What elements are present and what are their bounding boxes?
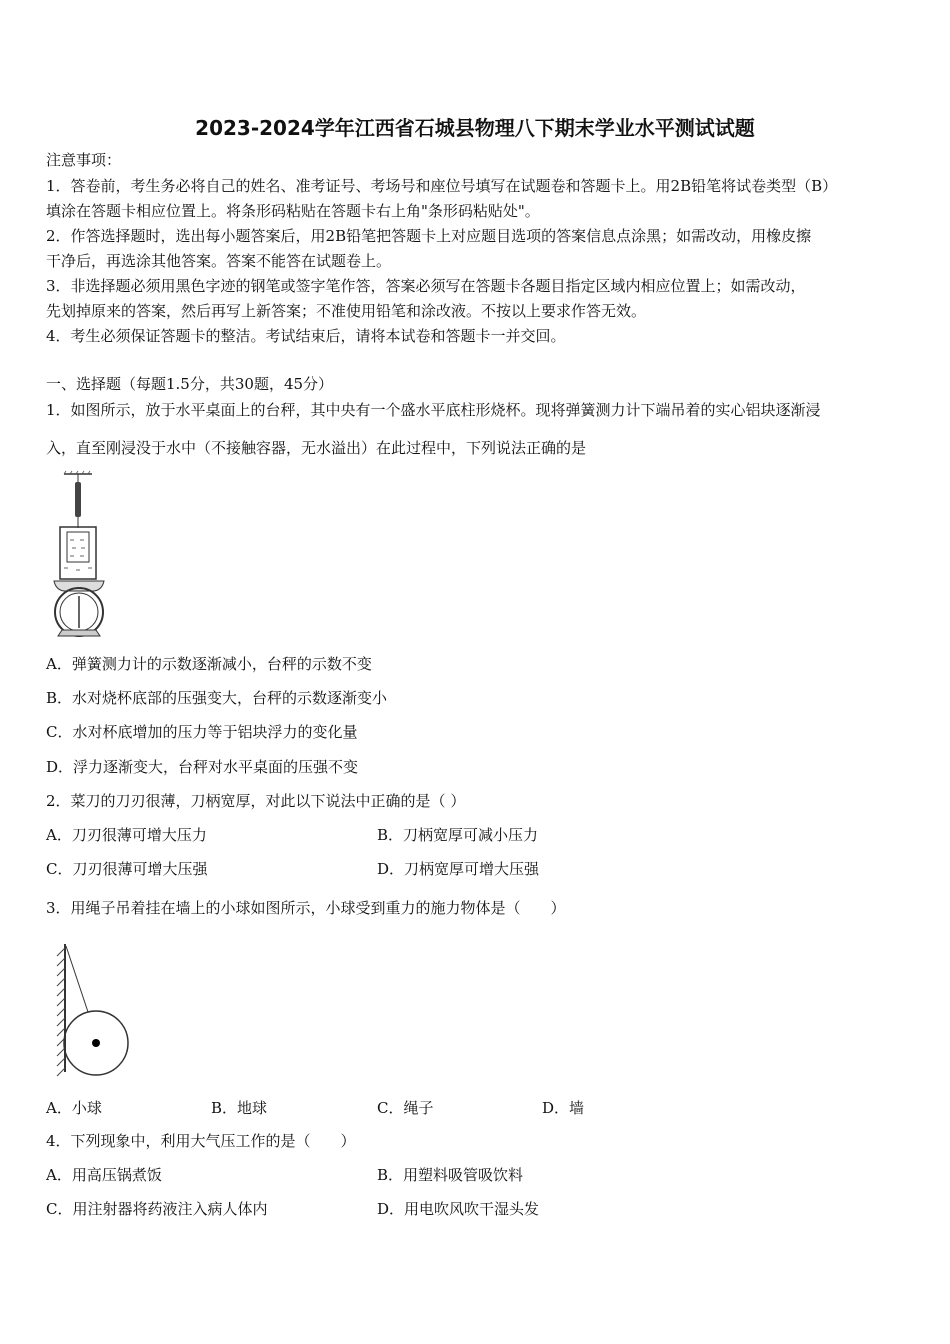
notice-line: 填涂在答题卡相应位置上。将条形码粘贴在答题卡右上角"条形码粘贴处"。 (46, 202, 540, 220)
section-heading: 一、选择题（每题1.5分，共30题，45分） (46, 375, 334, 393)
question-3-option-d[interactable]: D．墙 (542, 1099, 585, 1117)
notice-line: 先划掉原来的答案，然后再写上新答案；不准使用铅笔和涂改液。不按以上要求作答无效。 (46, 302, 647, 320)
notice-line: 干净后，再选涂其他答案。答案不能答在试题卷上。 (46, 252, 392, 270)
question-3-stem: 3．用绳子吊着挂在墙上的小球如图所示，小球受到重力的施力物体是（ ） (46, 899, 566, 917)
question-4-stem: 4．下列现象中，利用大气压工作的是（ ） (46, 1132, 356, 1150)
question-1-option-c[interactable]: C．水对杯底增加的压力等于铝块浮力的变化量 (46, 723, 358, 741)
question-2-option-b[interactable]: B．刀柄宽厚可减小压力 (377, 826, 539, 844)
page-title: 2023-2024学年江西省石城县物理八下期末学业水平测试试题 (195, 116, 755, 140)
question-1-stem: 入，直至刚浸没于水中（不接触容器，无水溢出）在此过程中，下列说法正确的是 (46, 439, 587, 457)
question-2-option-c[interactable]: C．刀刃很薄可增大压强 (46, 860, 208, 878)
question-1-stem: 1．如图所示，放于水平桌面上的台秤，其中央有一个盛水平底柱形烧杯。现将弹簧测力计下端吊着的实心铝块逐渐浸 (46, 401, 821, 419)
question-4-option-c[interactable]: C．用注射器将药液注入病人体内 (46, 1200, 268, 1218)
hanging-ball-figure (45, 942, 135, 1077)
question-3-option-b[interactable]: B．地球 (211, 1099, 268, 1117)
notice-line: 2．作答选择题时，选出每小题答案后，用2B铅笔把答题卡上对应题目选项的答案信息点涂黑；如需改动，用橡皮擦 (46, 227, 812, 245)
question-4-option-b[interactable]: B．用塑料吸管吸饮料 (377, 1166, 524, 1184)
question-2-stem: 2．菜刀的刀刃很薄，刀柄宽厚，对此以下说法中正确的是（ ） (46, 792, 466, 810)
question-2-option-a[interactable]: A．刀刃很薄可增大压力 (46, 826, 207, 844)
notice-line: 1．答卷前，考生务必将自己的姓名、准考证号、考场号和座位号填写在试题卷和答题卡上。用2B铅笔将试卷类型（B） (46, 177, 838, 195)
question-1-option-a[interactable]: A．弹簧测力计的示数逐渐减小，台秤的示数不变 (46, 655, 372, 673)
question-3-option-c[interactable]: C．绳子 (377, 1099, 434, 1117)
scale-beaker-figure (50, 470, 110, 640)
notice-line: 4．考生必须保证答题卡的整洁。考试结束后，请将本试卷和答题卡一并交回。 (46, 327, 566, 345)
notice-line: 3．非选择题必须用黑色字迹的钢笔或签字笔作答，答案必须写在答题卡各题目指定区域内相应位置上；如需改动， (46, 277, 806, 295)
question-4-option-a[interactable]: A．用高压锅煮饭 (46, 1166, 162, 1184)
question-1-option-d[interactable]: D．浮力逐渐变大，台秤对水平桌面的压强不变 (46, 758, 359, 776)
question-1-option-b[interactable]: B．水对烧杯底部的压强变大，台秤的示数逐渐变小 (46, 689, 388, 707)
question-2-option-d[interactable]: D．刀柄宽厚可增大压强 (377, 860, 540, 878)
question-4-option-d[interactable]: D．用电吹风吹干湿头发 (377, 1200, 540, 1218)
question-3-option-a[interactable]: A．小球 (46, 1099, 102, 1117)
notice-heading: 注意事项： (46, 151, 122, 169)
